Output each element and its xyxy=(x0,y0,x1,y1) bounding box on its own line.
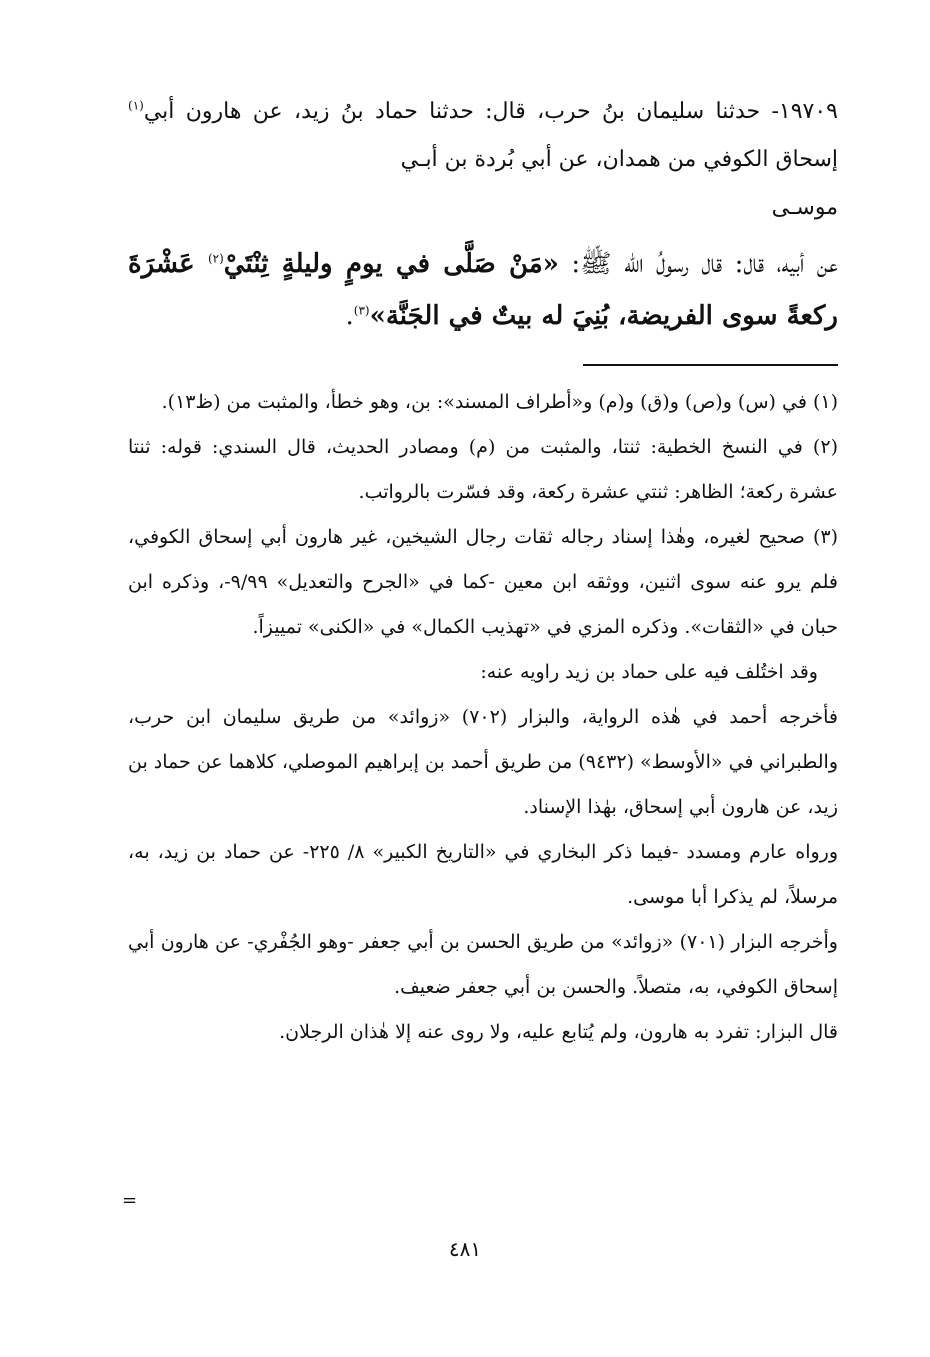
footnote-3-para-3: فأخرجه أحمد في هٰذه الرواية، والبزار (٧٠٢) «زوائد» من طريق سليمان ابن حرب، والطبراني في «الأوسط» (٩٤٣٢) من طريق أحمد بن إبراهيم الموصلي، كلاهما عن حماد بن زيد، عن هارون أبي إسحاق، بهٰذا الإسناد. xyxy=(128,706,838,818)
matn-quote-a: «مَنْ صَلَّى في يومٍ وليلةٍ ثِنْتَيْ xyxy=(223,249,559,279)
footnote-3-para-4: ورواه عارم ومسدد -فيما ذكر البخاري في «التاريخ الكبير» ٨/ ٢٢٥- عن حماد بن زيد، به، مرسلاً، لم يذكرا أبا موسى. xyxy=(128,841,838,908)
page-body xyxy=(128,88,838,1055)
footnote-divider xyxy=(583,364,838,366)
matn-quote-b: عَشْرَةَ ركعةً سوى الفريضة، بُنِيَ له بيتٌ في الجَنَّة» xyxy=(128,249,838,331)
isnad-line-1: ١٩٧٠٩- حدثنا سليمان بنُ حرب، قال: حدثنا حماد بنُ زيد، xyxy=(294,99,838,124)
continuation-mark: = xyxy=(122,1190,138,1211)
footnote-3-para-6: قال البزار: تفرد به هارون، ولم يُتابع عليه، ولا روى عنه إلا هٰذان الرجلان. xyxy=(279,1021,838,1043)
footnote-1: (١) في (س) و(ص) و(ق) و(م) و«أطراف المسند»: بن، وهو خطأ، والمثبت من (ظ١٣). xyxy=(161,391,838,413)
isnad-line-3: موسـى xyxy=(771,195,838,220)
isnad-line-2a: عن هارون أبي xyxy=(143,99,283,124)
hadith-isnad xyxy=(128,88,838,232)
footnote-ref-3[interactable]: (٣) xyxy=(353,303,370,318)
matn-end: . xyxy=(345,301,354,331)
footnote-ref-1[interactable]: (١) xyxy=(128,98,144,113)
hadith-matn xyxy=(128,238,838,342)
footnote-ref-2[interactable]: (٢) xyxy=(207,251,224,266)
footnotes-section xyxy=(128,380,838,1055)
footnote-2: (٢) في النسخ الخطية: ثنتا، والمثبت من (م) ومصادر الحديث، قال السندي: قوله: ثنتا عشرة ركعة؛ الظاهر: ثنتي عشرة ركعة، وقد فسّرت بالرواتب. xyxy=(128,436,838,503)
footnote-3: (٣) صحيح لغيره، وهٰذا إسناد رجاله ثقات رجال الشيخين، غير هارون أبي إسحاق الكوفي، فلم يرو عنه سوى اثنين، ووثقه ابن معين -كما في «الجرح والتعديل» ٩/٩٩-، وذكره ابن حبان في «الثقات». وذكره المزي في «تهذيب الكمال» في «الكنى» تمييزاً. xyxy=(128,526,838,638)
footnote-3-para-5: وأخرجه البزار (٧٠١) «زوائد» من طريق الحسن بن أبي جعفر -وهو الجُفْري- عن هارون أبي إسحاق الكوفي، به، متصلاً. والحسن بن أبي جعفر ضعيف. xyxy=(128,931,838,998)
page-number: ٤٨١ xyxy=(448,1237,482,1261)
matn-intro: عن أبيه، قال: قال رسولُ الله ﷺ: xyxy=(558,249,838,279)
footnote-3-para-2: وقد اختُلف فيه على حماد بن زيد راويه عنه: xyxy=(480,661,818,683)
isnad-line-2b: إسحاق الكوفي من همدان، عن أبي بُردة بن أبـي xyxy=(400,147,838,172)
